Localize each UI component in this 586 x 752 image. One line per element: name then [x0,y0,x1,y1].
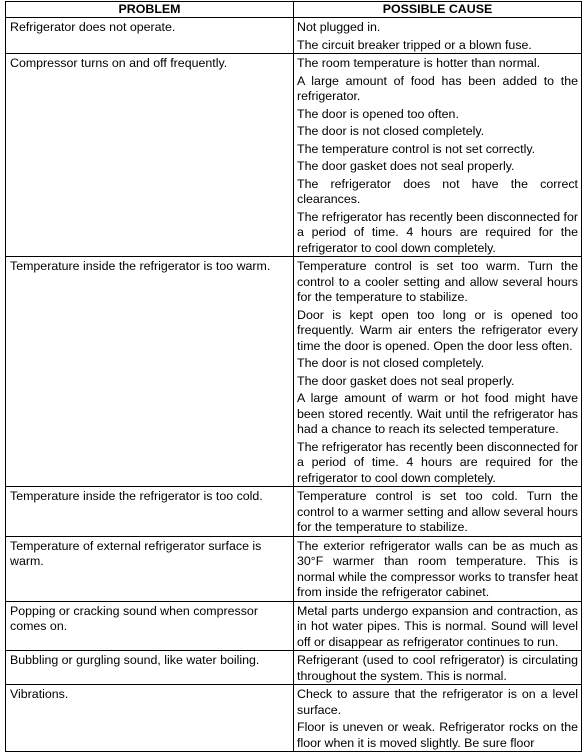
cause-item: The refrigerator has recently been disconnected for a period of time. 4 hours are required for the refrigerator to cool down completely. [297,439,579,485]
cause-item: The door gasket does not seal properly. [297,373,515,388]
possible-cause-cell [294,601,582,651]
problem-cell: Compressor turns on and off frequently. [6,54,294,257]
problem-cell: Popping or cracking sound when compressor comes on. [6,601,294,651]
cause-item: Check to assure that the refrigerator is on a level surface. [297,687,578,717]
possible-cause-cell [294,54,582,257]
table-row [6,54,582,257]
problem-column-header: PROBLEM [6,2,294,18]
possible-cause-cell [294,651,582,685]
cause-item: Temperature control is set too warm. Turn the control to a cooler setting and allow several hours for the temperature to stabilize. [297,259,578,304]
possible-cause-cell [294,257,582,487]
cause-item: The circuit breaker tripped or a blown fuse. [297,37,532,52]
cause-item: The exterior refrigerator walls can be as much as 30°F warmer than room temperature. This is normal while the compressor works to transfer heat from inside the refrigerator cabinet. [297,538,578,599]
cause-item: The door is not closed completely. [297,124,485,138]
cause-item: A large amount of warm or hot food might have been stored recently. Wait until the refrigerator has had a chance to reach its selected temperature. [297,391,578,436]
cause-item: The door is opened too often. [297,106,459,121]
possible-cause-cell [294,685,582,752]
table-body [6,18,582,752]
cause-item: The temperature control is not set correctly. [297,141,536,156]
table-row [6,257,582,487]
problem-cell: Temperature inside the refrigerator is too warm. [6,257,294,487]
problem-cell: Bubbling or gurgling sound, like water boiling. [6,651,294,685]
cause-item: Refrigerant (used to cool refrigerator) is circulating throughout the system. This is normal. [297,653,578,683]
cause-item: Floor is uneven or weak. Refrigerator rocks on the floor when it is moved slightly. Be sure floor [297,720,578,750]
table-row [6,601,582,651]
cause-item: Metal parts undergo expansion and contraction, as in hot water pipes. This is normal. Sound will level off or disappear as refrigerator continues to run. [297,603,578,649]
cause-item: The refrigerator has recently been disconnected for a period of time. 4 hours are required for the refrigerator to cool down completely. [297,209,579,255]
table-row [6,685,582,752]
troubleshooting-table [5,1,582,752]
problem-cell: Refrigerator does not operate. [6,18,294,54]
cause-item: Temperature control is set too cold. Turn the control to a warmer setting and allow several hours for the temperature to stabilize. [297,489,578,534]
cause-item: Door is kept open too long or is opened too frequently. Warm air enters the refrigerator every time the door is opened. Open the door less often. [297,307,578,353]
possible-cause-cell [294,536,582,601]
problem-cell: Temperature of external refrigerator surface is warm. [6,536,294,601]
problem-cell: Vibrations. [6,685,294,752]
possible-cause-column-header: POSSIBLE CAUSE [294,2,582,18]
header-row [6,2,582,18]
possible-cause-cell [294,18,582,54]
table-row [6,487,582,537]
table-row [6,651,582,685]
cause-item: The refrigerator does not have the correct clearances. [297,176,578,206]
cause-item: The door is not closed completely. [297,356,485,370]
possible-cause-cell [294,487,582,537]
table-row [6,536,582,601]
cause-item: The door gasket does not seal properly. [297,159,515,173]
table-row [6,18,582,54]
problem-cell: Temperature inside the refrigerator is too cold. [6,487,294,537]
cause-item: A large amount of food has been added to the refrigerator. [297,73,578,103]
cause-item: Not plugged in. [297,20,381,34]
cause-item: The room temperature is hotter than normal. [297,56,541,70]
